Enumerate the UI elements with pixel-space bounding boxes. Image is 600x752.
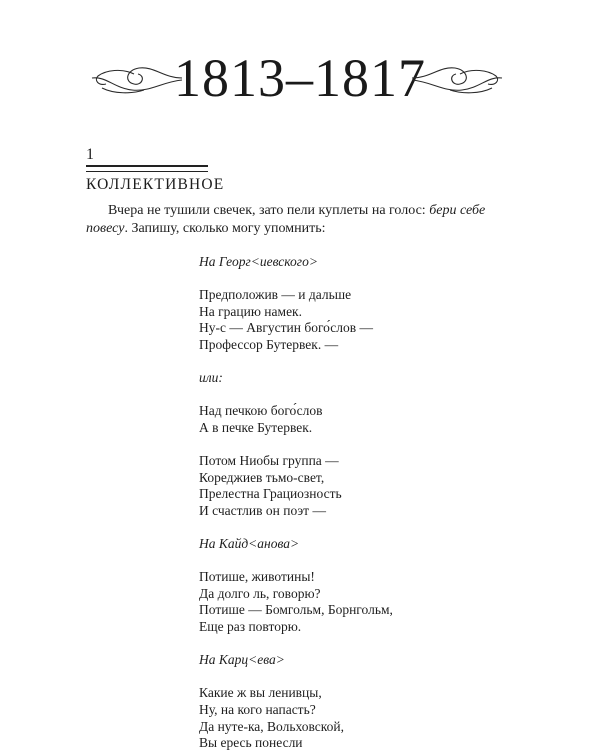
intro-text-before: Вчера не тушили свечек, зато пели куплеты на голос: [108,203,430,218]
verse-heading: На Георг<иевского> [199,254,318,269]
verse-line: Еще раз повторю. [199,619,302,635]
verse-line: Над печкою бого́слов [199,403,323,419]
verse-line: Предположив — и дальше [199,287,352,303]
verse-line: Кореджиев тьмо-свет, [199,469,325,485]
verse-line: А в печке Бутервек. [199,419,313,435]
verse-line: Да нуте-ка, Вольховской, [199,718,344,734]
page-title: 1813–1817 [174,48,426,108]
verse-line: Потом Ниобы группа — [199,453,339,469]
section-number: 1 [86,146,94,163]
verse-line: Да долго ль, говорю? [199,585,321,601]
verse-line: Вы ересь понесли [199,735,303,751]
intro-text-after: . Запишу, сколько могу упомнить: [124,221,326,236]
verse-line: Потише — Бомгольм, Борнгольм, [199,602,393,618]
verse-line: Ну, на кого напасть? [199,702,316,718]
verse-heading: На Кайд<анова> [199,536,300,552]
verse-heading: На Карц<ева> [199,652,285,668]
verse-line: Потише, животины! [199,569,315,585]
section-title: КОЛЛЕКТИВНОЕ [86,176,225,193]
verse-or-label: или: [199,370,223,386]
verse-line: На грацию намек. [199,303,302,319]
intro-paragraph [86,202,516,238]
verse-line: Какие ж вы ленивцы, [199,685,322,701]
verse-line: И счастлив он поэт — [199,502,326,518]
verse-line: Прелестна Грациозность [199,486,342,502]
verse-line: Профессор Бутервек. — [199,336,339,352]
section-divider [86,165,208,172]
chapter-header [0,40,600,120]
right-flourish-ornament [410,60,510,96]
verse-block [199,254,519,752]
verse-line: Ну-с — Августин бого́слов — [199,320,373,336]
intro-emphasis: бери себе повесу [86,203,486,236]
